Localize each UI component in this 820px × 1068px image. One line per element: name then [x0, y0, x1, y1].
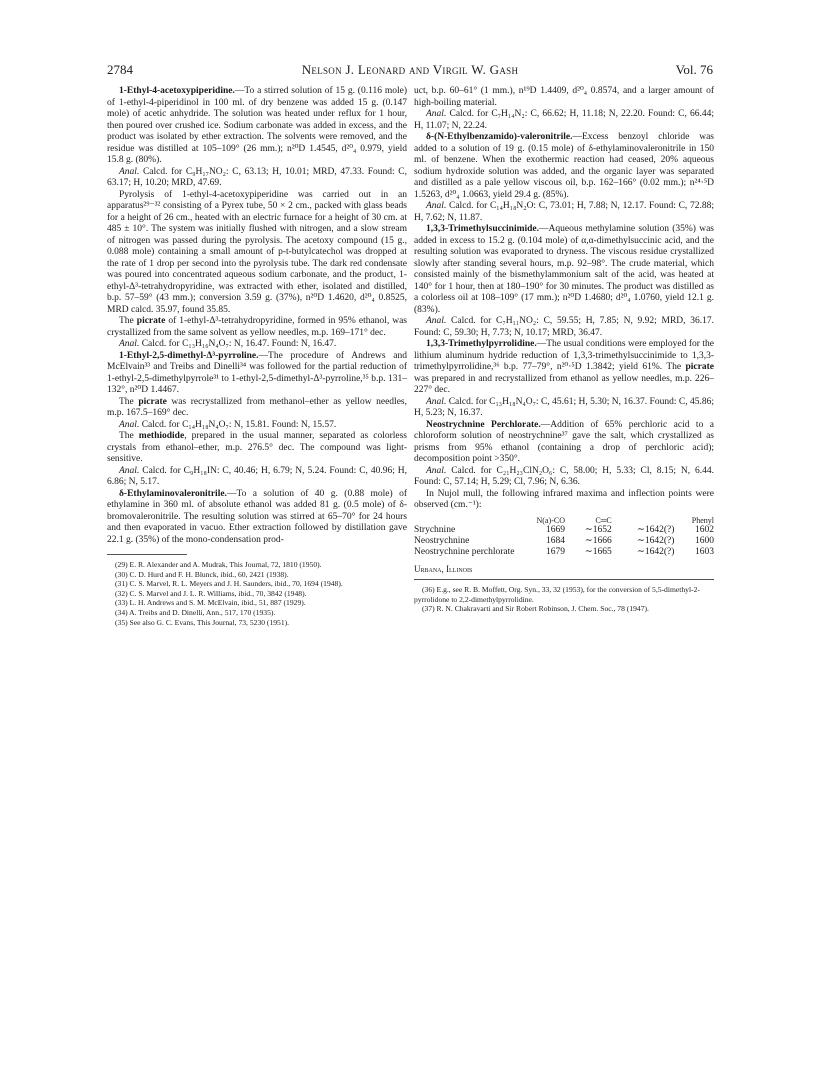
paragraph [414, 224, 714, 316]
footnote-divider [107, 554, 187, 555]
compound-heading: δ-Ethylaminovaleronitrile. [119, 488, 227, 499]
paragraph-text: —To a solution of 40 g. (0.88 mole) of ethylamine in 360 ml. of absolute ethanol was added 81 g. (0.5 mole) of δ-bromovaleronitrile. The resulting solution was stirred at 65–70° for 24 hours and then evaporated in vacuo. Ether extraction followed by distillation gave 22.1 g. (35%) of the mono-condensation prod- [107, 488, 407, 545]
compound-heading: picrate [138, 396, 167, 407]
compound-heading: picrate [685, 362, 714, 372]
paragraph [414, 420, 714, 466]
table-header-row [414, 516, 714, 525]
paragraph [107, 397, 407, 420]
table-cell: 1684 [545, 535, 565, 546]
compound-heading: methiodide [138, 431, 185, 441]
paragraph [107, 489, 407, 547]
column-header: Phenyl [691, 515, 714, 525]
footnote: (32) C. S. Marvel and J. L. R. Williams, ibid., 70, 3842 (1948). [115, 588, 307, 598]
footnote: (30) C. D. Hurd and F. H. Blunck, ibid., 60, 2421 (1938). [115, 569, 289, 579]
paragraph: uct, b.p. 60–61° (1 mm.), n¹⁹D 1.4409, d²⁰₄ 0.8574, and a larger amount of high-boiling material. [414, 86, 714, 108]
table-corner [414, 516, 516, 525]
analysis [414, 109, 714, 132]
analysis-label: Anal. [119, 339, 140, 349]
footnote: (33) L. H. Andrews and S. M. McElvain, ibid., 51, 887 (1929). [115, 598, 306, 608]
paragraph: In Nujol mull, the following infrared maxima and inflection points were observed (cm.⁻¹): [414, 488, 714, 510]
affiliation-signoff: Urbana, Illinois [414, 563, 473, 574]
analysis-text: Calcd. for C₂₁H₂₃ClN₂O₆: C, 58.00; H, 5.33; Cl, 8.15; N, 6.44. Found: C, 57.14; H, 5.29; Cl, 7.96; N, 6.36. [414, 465, 714, 487]
table-cell: 1679 [545, 546, 565, 557]
footnote: (34) A. Treibs and D. Dinelli, Ann., 517, 170 (1935). [115, 607, 276, 617]
paragraph-text: —Excess benzoyl chloride was added to a solution of 19 g. (0.15 mole) of δ-ethylaminovaleronitrile in 150 ml. of benzene. When the exothermic reaction had ceased, 20% aqueous sodium hydroxide solution was added, and the organic layer was separated and distilled as a pale yellow viscous oil, b.p. 162–166° (0.02 mm.); n²⁴·⁵D 1.5263, d²⁰₄ 1.0663, yield 29.4 g. (85%). [414, 132, 714, 200]
table-cell: ∼1666 [584, 535, 612, 546]
compound-heading: Neostrychnine Perchlorate. [426, 419, 541, 430]
paragraph [107, 86, 407, 167]
row-label: Neostrychnine perchlorate [414, 546, 515, 557]
table-cell: 1600 [695, 535, 714, 546]
analysis [107, 420, 407, 432]
column-header [612, 516, 675, 525]
paragraph-text: —To a stirred solution of 15 g. (0.116 mole) of 1-ethyl-4-piperidinol in 100 ml. of dry benzene was added 15 g. (0.147 mole) of acetic anhydride. The solution was heated under reflux for 1 hour, then poured over crushed ice. Sodium carbonate was added in excess, and the product was isolated by ether extraction. The solvents were removed, and the residue was distilled at 105–109° (26 mm.); n²⁰D 1.4545, d²⁰₄ 0.979, yield 15.8 g. (80%). [107, 86, 407, 165]
footnote: (37) R. N. Chakravarti and Sir Robert Robinson, J. Chem. Soc., 78 (1947). [422, 604, 649, 614]
table-cell: 1669 [545, 524, 565, 535]
table-row [414, 536, 714, 547]
paragraph-text: The [119, 431, 139, 441]
infrared-table [414, 516, 714, 558]
analysis [414, 316, 714, 339]
analysis-text: Calcd. for C₁₃H₁₈N₄O₇: C, 45.61; H, 5.30; N, 16.37. Found: C, 45.86; H, 5.23; N, 16.37. [414, 396, 714, 418]
volume-label: Vol. 76 [675, 62, 713, 77]
table-cell: 1603 [695, 546, 714, 557]
footnote: (35) See also G. C. Evans, This Journal, 73, 5230 (1951). [115, 617, 290, 627]
table-cell: ∼1642(?) [636, 535, 675, 546]
analysis [107, 466, 407, 489]
analysis [107, 167, 407, 190]
compound-heading: 1-Ethyl-4-acetoxypiperidine. [119, 86, 235, 96]
paragraph [107, 431, 407, 466]
table-row [414, 525, 714, 536]
paragraph-text: was recrystallized from methanol–ether as yellow needles, m.p. 167.5–169° dec. [107, 396, 407, 418]
analysis-label: Anal. [119, 166, 140, 177]
analysis-text: Calcd. for C₉H₁₈IN: C, 40.46; H, 6.79; N, 5.24. Found: C, 40.96; H, 6.86; N, 5.17. [107, 465, 407, 487]
compound-heading: 1,3,3-Trimethylpyrrolidine. [426, 339, 537, 349]
right-column [414, 86, 714, 614]
analysis-label: Anal. [426, 109, 447, 119]
footnote-divider [414, 579, 714, 580]
running-title: Nelson J. Leonard and Virgil W. Gash [301, 62, 519, 77]
paragraph-text: of 1-ethyl-Δ³-tetrahydropyridine, formed in 95% ethanol, was crystallized from the same solvent as yellow needles, m.p. 169–171° dec. [107, 316, 407, 338]
compound-heading: picrate [136, 316, 166, 326]
analysis-label: Anal. [426, 316, 447, 326]
compound-heading: δ-(N-Ethylbenzamido)-valeronitrile. [426, 132, 573, 142]
running-header [107, 62, 713, 78]
compound-heading: 1-Ethyl-2,5-dimethyl-Δ³-pyrroline. [119, 350, 259, 361]
analysis [414, 397, 714, 420]
paragraph: Pyrolysis of 1-ethyl-4-acetoxypiperidine was carried out in an apparatus²⁹⁻³² consisting of a Pyrex tube, 50 × 2 cm., packed with glass beads for a height of 26 cm., heated with an electric furnace for a height of 30 cm. at 485 ± 10°. The system was initially flushed with nitrogen, and a slow stream of nitrogen was passed during the pyrolysis. The acetoxy compound (15 g., 0.088 mole) containing a small amount of p-t-butylcatechol was dropped at the rate of 1 drop per second into the pyrolysis tube. The dark red condensate was poured into concentrated aqueous sodium carbonate, and the product, 1-ethyl-Δ³-tetrahydropyridine, was extracted with ether, isolated and distilled, b.p. 57–59° (43 mm.); conversion 3.59 g. (37%), n²⁰D 1.4620, d²⁰₄ 0.8525, MRD calcd. 35.97, found 35.85. [107, 189, 407, 315]
paragraph-text: —Aqueous methylamine solution (35%) was added in excess to 15.2 g. (0.104 mole) of α,α-dimethylsuccinic acid, and the resulting solution was evaporated to dryness. The viscous residue crystallized slowly after standing several hours, m.p. 92–98°. The crude material, which consisted mainly of the bismethylammonium salt of the acid, was heated at 140° for 1 hour, then at 180–190° for 30 minutes. The product was distilled as a colorless oil at 108–109° (17 mm.); n²⁰D 1.4680; d²⁰₄ 1.0760, yield 12.1 g. (83%). [414, 224, 714, 315]
row-label: Neostrychnine [414, 535, 470, 546]
table-cell: ∼1652 [584, 524, 612, 535]
paragraph-text: —Addition of 65% perchloric acid to a chloroform solution of neostrychnine³⁷ gave the salt, which crystallized as prisms from 95% ethanol (containing a drop of perchloric acid); decomposition point >350°. [414, 419, 714, 464]
paragraph-text: The [119, 396, 139, 407]
analysis-label: Anal. [426, 201, 447, 211]
analysis-text: Calcd. for C₉H₁₇NO₂: C, 63.13; H, 10.01; MRD, 47.33. Found: C, 63.17; H, 10.20; MRD, 47.69. [107, 166, 407, 188]
page-number: 2784 [107, 62, 133, 77]
footnote: (31) C. S. Marvel, R. L. Meyers and J. H. Saunders, ibid., 70, 1694 (1948). [115, 579, 343, 589]
footnote: (29) E. R. Alexander and A. Mudrak, This Journal, 72, 1810 (1950). [115, 560, 322, 569]
paragraph-text: —The usual conditions were employed for the lithium aluminum hydride reduction of 1,3,3-trimethylsuccinimide to 1,3,3-trimethylpyrrolidine,³⁶ b.p. 77–79°, n²⁰·⁵D 1.3842; yield 61%. The [414, 339, 714, 372]
table-cell: 1602 [695, 524, 714, 535]
paragraph-text: was prepared in and recrystallized from ethanol as yellow needles, m.p. 226–227° dec. [414, 373, 714, 395]
table-cell: ∼1642(?) [636, 524, 675, 535]
analysis-text: Calcd. for C₇H₁₁NO₂: C, 59.55; H, 7.85; N, 9.92; MRD, 36.17. Found: C, 59.30; H, 7.73; N, 10.17; MRD, 36.47. [414, 316, 714, 338]
table-cell: ∼1642(?) [636, 546, 675, 557]
analysis [414, 201, 714, 224]
analysis-text: Calcd. for C₇H₁₄N₂: C, 66.62; H, 11.18; N, 22.20. Found: C, 66.44; H, 11.07; N, 22.24. [414, 109, 714, 131]
analysis-text: Calcd. for C₁₄H₁₈N₂O: C, 73.01; H, 7.88; N, 12.17. Found: C, 72.88; H, 7.62; N, 11.87. [414, 201, 714, 223]
paragraph [107, 351, 407, 397]
column-header: C═C [595, 515, 612, 525]
paragraph-text: The [119, 316, 137, 326]
analysis-text: Calcd. for C₁₃H₁₆N₄O₇: N, 16.47. Found: N, 16.47. [139, 339, 337, 349]
paragraph [414, 132, 714, 201]
compound-heading: 1,3,3-Trimethylsuccinimide. [426, 224, 540, 234]
analysis-label: Anal. [119, 419, 140, 430]
footnote: (36) E.g., see R. B. Moffett, Org. Syn., 33, 32 (1953), for the conversion of 5,5-dimethyl-2-pyrrolidone to 2,2-dimethylpyrrolidine. [414, 585, 700, 604]
column-header: N(a)-CO [536, 515, 565, 525]
table-cell: ∼1665 [584, 546, 612, 557]
table-row [414, 547, 714, 558]
paragraph-text: —The procedure of Andrews and McElvain³³ and Treibs and Dinelli³⁴ was followed for the partial reduction of 1-ethyl-2,5-dimethylpyrrole³¹ to 1-ethyl-2,5-dimethyl-Δ³-pyrroline,³⁵ b.p. 131–132°, n²⁰D 1.4467. [107, 350, 407, 395]
analysis-label: Anal. [426, 465, 447, 476]
analysis-label: Anal. [119, 465, 140, 476]
paragraph-text: , prepared in the usual manner, separated as colorless crystals from ethanol–ether, m.p. 276.5° dec. The compound was light-sensitive. [107, 431, 407, 464]
analysis-label: Anal. [426, 396, 447, 407]
paragraph [107, 316, 407, 339]
analysis-text: Calcd. for C₁₄H₁₈N₄O₇: N, 15.81. Found: N, 15.57. [139, 419, 337, 430]
analysis [414, 466, 714, 489]
analysis [107, 339, 407, 351]
paragraph [414, 339, 714, 397]
left-column [107, 86, 407, 627]
row-label: Strychnine [414, 524, 456, 535]
